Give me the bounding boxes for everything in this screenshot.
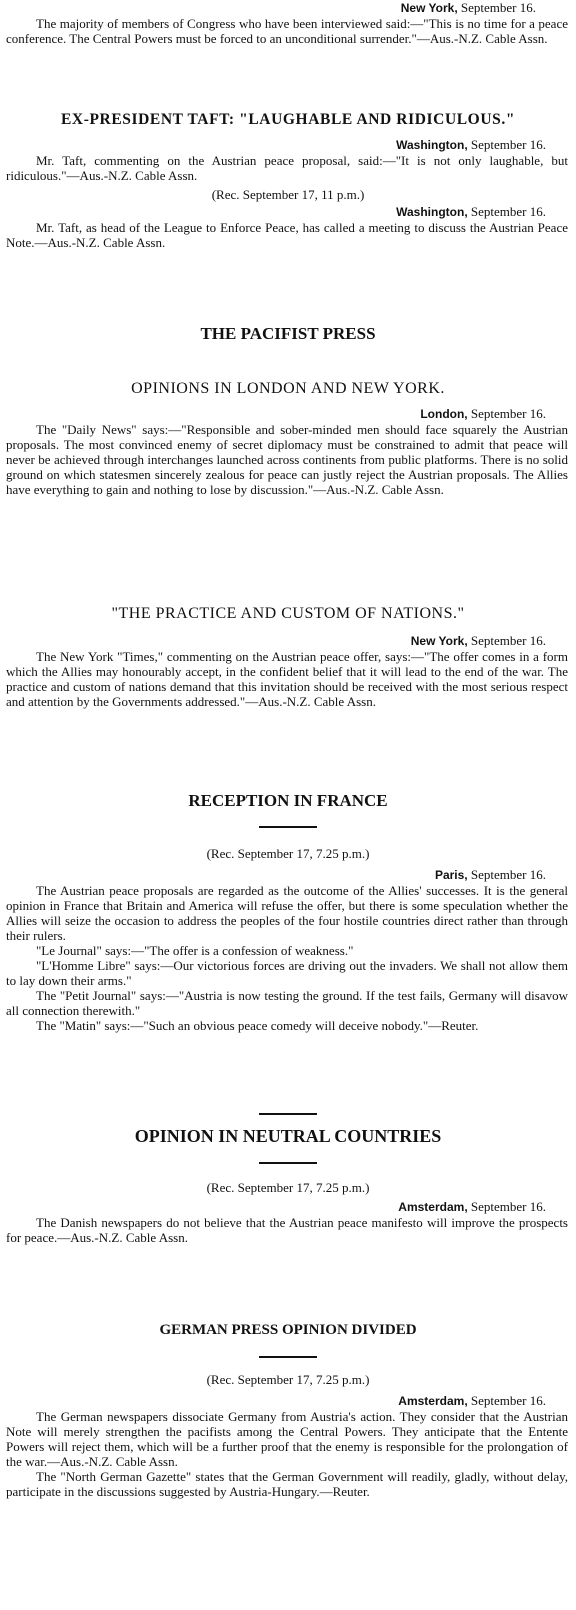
section-heading: GERMAN PRESS OPINION DIVIDED — [159, 1322, 417, 1338]
dateline: London, September 16. — [420, 406, 546, 421]
received-time: (Rec. September 17, 7.25 p.m.) — [206, 1180, 370, 1195]
article-paragraph: "L'Homme Libre" says:—Our victorious forces are driving out the invaders. We shall not allow them to lay down their arms." — [6, 958, 568, 988]
section-heading: EX-PRESIDENT TAFT: "LAUGHABLE AND RIDICULOUS." — [60, 111, 516, 128]
section-subheading: OPINIONS IN LONDON AND NEW YORK. — [131, 380, 445, 397]
article-practice-custom — [0, 606, 576, 709]
article-paragraph: The Danish newspapers do not believe that the Austrian peace manifesto will improve the prospects for peace.—Aus.-N.Z. Cable Assn. — [6, 1215, 568, 1245]
article-taft — [0, 112, 576, 250]
article-paragraph: "Le Journal" says:—"The offer is a confession of weakness." — [36, 943, 354, 958]
received-time: (Rec. September 17, 7.25 p.m.) — [206, 1372, 370, 1387]
article-paragraph: The New York "Times," commenting on the Austrian peace offer, says:—"The offer comes in a form which the Allies may honourably accept, in the confident belief that it will lead to the end of the war. The practice and custom of nations demand that this invitation should be received with the most serious respect and attention by the Governments addressed."—Aus.-N.Z. Cable Assn. — [6, 649, 568, 709]
dateline: Amsterdam, September 16. — [398, 1199, 546, 1214]
article-paragraph: The majority of members of Congress who have been interviewed said:—"This is no time for a peace conference. The Central Powers must be forced to an unconditional surrender."—Aus.-N.Z. Cable Assn. — [6, 16, 568, 46]
received-time: (Rec. September 17, 7.25 p.m.) — [206, 846, 370, 861]
section-heading: OPINION IN NEUTRAL COUNTRIES — [134, 1126, 442, 1146]
dateline: Amsterdam, September 16. — [398, 1393, 546, 1408]
dateline: New York, September 16. — [410, 633, 546, 648]
divider-rule — [259, 1113, 317, 1115]
article-paragraph: The "Petit Journal" says:—"Austria is now testing the ground. If the test fails, Germany will disavow all connection therewith." — [6, 988, 568, 1018]
article-paragraph: The "Daily News" says:—"Responsible and sober-minded men should face squarely the Austrian proposals. The most convinced enemy of secret diplomacy must be constrained to admit that peace will never be achieved through interchanges launched across continents from public platforms. There is no solid ground on which statesmen sincerely zealous for peace can justly reject the Austrian proposals. The Allies have everything to gain and nothing to lose by discussion."—Aus.-N.Z. Cable Assn. — [6, 422, 568, 497]
article-reception-france — [0, 793, 576, 1033]
divider-rule — [259, 1162, 317, 1164]
divider-rule — [259, 826, 317, 828]
section-heading: RECEPTION IN FRANCE — [188, 791, 388, 810]
article-paragraph: Mr. Taft, commenting on the Austrian peace proposal, said:—"It is not only laughable, but ridiculous."—Aus.-N.Z. Cable Assn. — [6, 153, 568, 183]
article-paragraph: The Austrian peace proposals are regarded as the outcome of the Allies' successes. It is the general opinion in France that Britain and America will refuse the offer, but there is some speculation whether the Allies will seize the occasion to address the peoples of the four hostile countries direct rather than through their rulers. — [6, 883, 568, 943]
dateline: Paris, September 16. — [434, 867, 546, 882]
section-heading: THE PACIFIST PRESS — [200, 324, 376, 343]
article-paragraph: The "Matin" says:—"Such an obvious peace comedy will deceive nobody."—Reuter. — [36, 1018, 479, 1033]
article-congress — [0, 0, 576, 46]
article-pacifist-press — [0, 326, 576, 497]
article-neutral-countries — [0, 1113, 576, 1245]
dateline: Washington, September 16. — [396, 204, 546, 219]
section-heading: "THE PRACTICE AND CUSTOM OF NATIONS." — [111, 605, 465, 622]
article-paragraph: Mr. Taft, as head of the League to Enforce Peace, has called a meeting to discuss the Austrian Peace Note.—Aus.-N.Z. Cable Assn. — [6, 220, 568, 250]
dateline: New York, September 16. — [400, 0, 536, 15]
divider-rule — [259, 1356, 317, 1358]
article-paragraph: The German newspapers dissociate Germany from Austria's action. They consider that the Austrian Note will merely strengthen the pacifists among the Central Powers. They anticipate that the Entente Powers will reject them, which will be a further proof that the enemy is responsible for the prolongation of the war.—Aus.-N.Z. Cable Assn. — [6, 1409, 568, 1469]
dateline: Washington, September 16. — [396, 137, 546, 152]
article-german-press — [0, 1323, 576, 1499]
received-time: (Rec. September 17, 11 p.m.) — [211, 187, 365, 202]
article-paragraph: The "North German Gazette" states that the German Government will readily, gladly, without delay, participate in the discussions suggested by Austria-Hungary.—Reuter. — [6, 1469, 568, 1499]
